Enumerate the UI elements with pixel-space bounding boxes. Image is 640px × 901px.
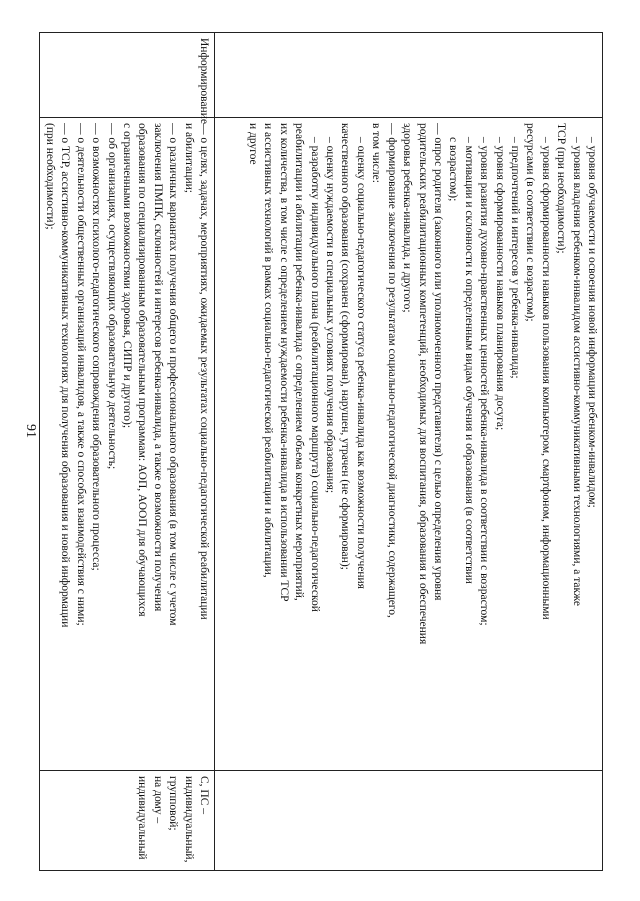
content-line: – оценку социально-педагогического статуса ребенка-инвалида как возможности получения xyxy=(354,137,367,589)
service-table xyxy=(39,32,603,871)
content-line: здоровья ребенка-инвалида, и другого; xyxy=(401,123,414,313)
content-line: в том числе: xyxy=(370,123,383,183)
service-content-cell xyxy=(215,118,603,771)
form-line: индивидуальный xyxy=(136,776,149,860)
content-line: их количества, в том числе с определением нуждаемости ребенка-инвалида в использовании ТСР xyxy=(277,123,290,602)
content-line: – мотивации и склонности к определенным видам обучения и образования (в соответствии xyxy=(462,137,475,584)
form-line: на дому – xyxy=(151,776,164,824)
service-form-cell xyxy=(39,771,214,871)
content-line: — о возможностях психолого-педагогического сопровождения образовательного процесса; xyxy=(90,123,103,571)
content-line: – уровня обучаемости и освоения новой информации ребенком-инвалидом; xyxy=(586,137,598,508)
content-line: – предпочтений и интересов у ребенка-инвалида; xyxy=(508,137,521,379)
content-line: — о различных вариантах получения общего и профессионального образования (в том числе с учетом xyxy=(167,123,180,626)
page-number: 91 xyxy=(23,424,38,438)
content-line: (при необходимости); xyxy=(43,123,56,230)
content-line: — опрос родителя (законного или уполномоченного представителя) с целью определения уровня xyxy=(431,123,444,601)
content-line: и другое xyxy=(247,123,260,165)
content-line: – оценку нуждаемости в специальных условиях получения образования; xyxy=(324,137,337,494)
service-name-cell xyxy=(39,33,214,124)
content-line: родительских реабилитационных компетенций, необходимых для воспитания, образования и обеспечения xyxy=(416,123,429,645)
service-name-cell xyxy=(215,33,603,118)
content-line: — об организациях, осуществляющих образовательную деятельность; xyxy=(105,123,118,470)
content-line: — о деятельности общественных организаций инвалидов, а также о способах взаимодействия с ними; xyxy=(74,123,87,626)
content-line: – уровня развития духовно-нравственных ценностей ребенка-инвалида в соответствии с возрастом; xyxy=(478,137,491,626)
content-line: – уровня владения ребенком-инвалидом ассистивно-коммуникативными технологиями, а также xyxy=(570,137,583,606)
content-line: качественного образования (сохранен (сформирован), нарушен, утрачен (не сформирован); xyxy=(339,123,352,570)
content-line: и абилитации; xyxy=(182,123,195,193)
content-line: — формирование заключения по результатам социально-педагогической диагностики, содержащего, xyxy=(385,123,398,618)
content-line: – уровня сформированности навыков планирования досуга; xyxy=(493,137,506,431)
content-line: заключения ПМПК, склонностей и интересов ребенка-инвалида, а также о возможности получения xyxy=(151,123,164,612)
content-line: – уровня сформированности навыков пользования компьютером, смартфоном, информационными xyxy=(539,137,552,620)
document-page xyxy=(43,32,603,870)
service-form-cell xyxy=(215,771,603,871)
content-line: реабилитации и абилитации ребенка-инвалида с определением объема конкретных мероприятий, xyxy=(293,123,306,601)
form-line: индивидуальный, xyxy=(182,776,195,863)
content-line: с возрастом); xyxy=(447,137,460,202)
content-line: с ограниченными возможностями здоровья, СИПР и другого); xyxy=(120,123,133,429)
content-line: — о целях, задачах, мероприятиях, ожидаемых результатах социально-педагогической реабилитации xyxy=(198,123,210,620)
form-line: групповой; xyxy=(167,776,180,831)
table-row xyxy=(215,33,603,871)
table-row xyxy=(39,33,214,871)
content-line: ТСР (при необходимости); xyxy=(555,123,568,254)
form-line: С, ПС – xyxy=(198,776,210,815)
content-line: и ассистивных технологий в рамках социально-педагогической реабилитации и абилитации, xyxy=(262,123,275,578)
service-content-cell xyxy=(39,118,214,771)
content-line: – разработку индивидуального плана (реабилитационного маршрута) социально-педагогической xyxy=(308,137,321,612)
content-line: образования по специализированным образовательным программам: АОП, АООП для обучающихся xyxy=(136,123,149,617)
service-name: Информирование xyxy=(198,38,210,124)
content-line: — о ТСР, ассистивно-коммуникативных технологиях для получения образования и новой информации xyxy=(59,123,72,628)
content-line: ресурсами (в соответствии с возрастом); xyxy=(524,123,537,322)
